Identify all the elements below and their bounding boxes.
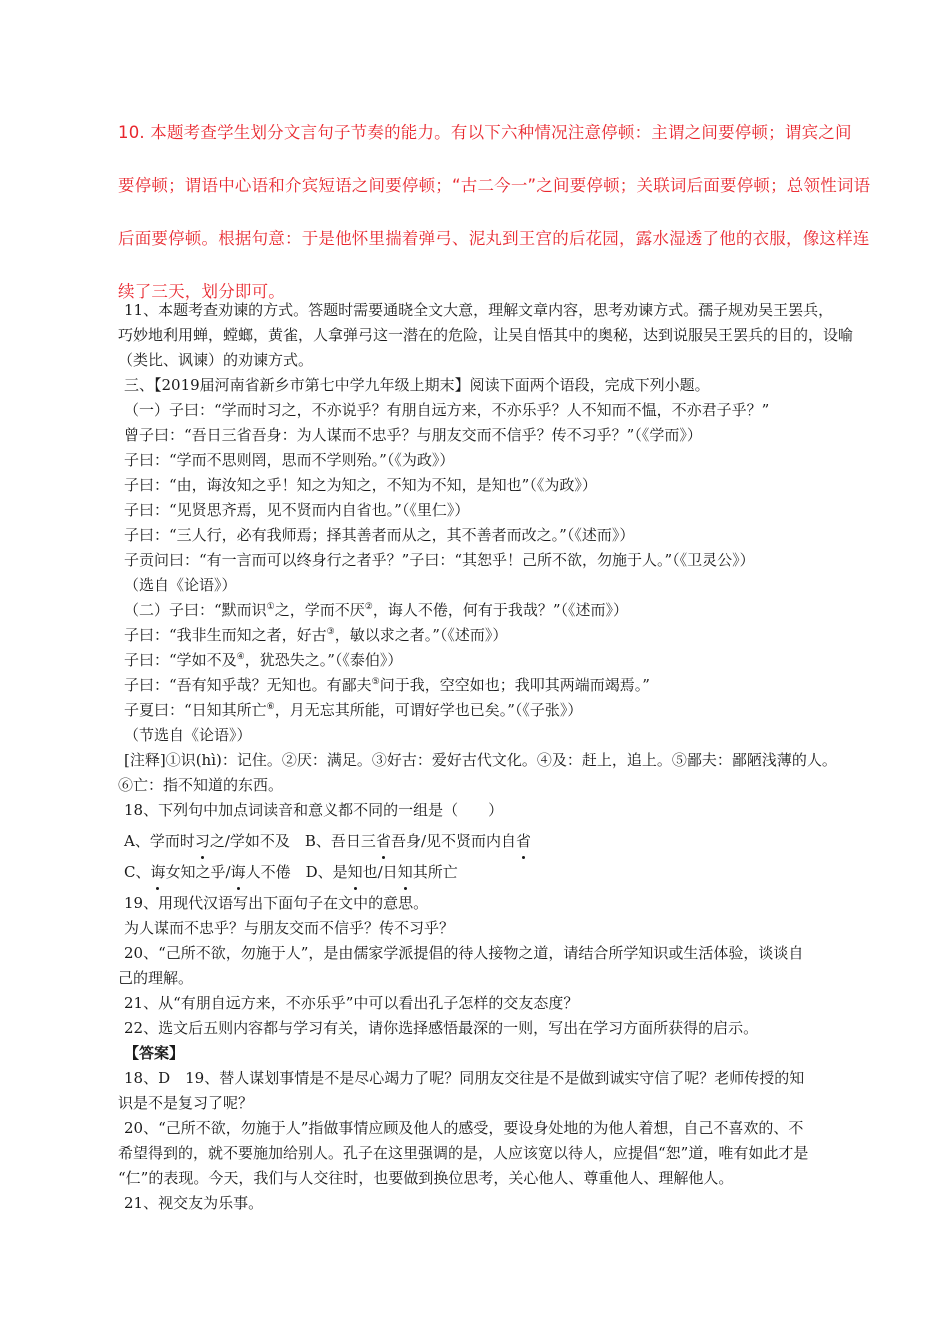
q10-explanation [118,118,878,307]
passage-1-line-3: 子曰：“学而不思则罔，思而不学则殆。”（《为政》） [124,451,455,469]
q11-line-3: （类比、讽谏）的劝谏方式。 [118,351,314,369]
dotted-word: 诲 [150,860,165,885]
question-18-options-ab [118,829,870,854]
text-segment: 之，学而不厌 [274,601,365,619]
text-segment: ，敏以求之者。”（《述而》） [334,626,508,644]
footnote-mark-3: ③ [326,627,335,637]
question-18-options-cd [118,860,870,885]
answer-18-19-line-2: 识是不是复习了呢？ [118,1094,254,1112]
answer-20-line-1: 20、“己所不欲，勿施于人”指做事情应顾及他人的感受，要设身处地的为他人着想，自己不喜欢的、不 [124,1119,804,1137]
passage-2-source: （节选自《论语》） [124,726,252,744]
footnote-mark-4: ④ [236,652,245,662]
text-segment: （二）子曰：“默而识 [124,601,267,619]
text-segment: 人不倦 D、是 [245,863,348,881]
text-segment: 子曰：“我非生而知之者，好古 [124,626,327,644]
question-20-line-1: 20、“己所不欲，勿施于人”，是由儒家学派提倡的待人接物之道，请结合所学知识或生活体验，谈谈自 [124,944,804,962]
q10-line-4: 续了三天，划分即可。 [118,282,285,301]
footnote-mark-5: ⑤ [371,677,380,687]
passage-1-line-1: （一）子曰：“学而时习之，不亦说乎？有朋自远方来，不亦乐乎？人不知而不愠，不亦君子乎？” [124,401,770,419]
dotted-word: 习 [195,829,210,854]
document-body [118,298,870,1216]
passage-2-line-2 [118,623,870,648]
text-segment: 也/日 [362,863,398,881]
question-19: 19、用现代汉语写出下面句子在文中的意思。 [124,894,429,912]
text-segment: 其所亡 [412,863,458,881]
text-segment: 子曰：“学如不及 [124,651,237,669]
question-22: 22、选文后五则内容都与学习有关，请你选择感悟最深的一则，写出在学习方面所获得的启示。 [124,1019,759,1037]
text-segment: ，诲人不倦，何有于我哉？”（《述而》） [372,601,629,619]
answer-18-19-line-1: 18、D 19、替人谋划事情是不是尽心竭力了呢？同朋友交往是不是做到诚实守信了呢？老师传授的知 [124,1069,805,1087]
question-18: 18、下列句中加点词读音和意义都不同的一组是（ ） [124,801,504,819]
q10-line-3: 后面要停顿。根据句意：于是他怀里揣着弹弓、泥丸到王宫的后花园，露水湿透了他的衣服，像这样连 [118,229,870,248]
passage-2-line-1 [118,598,870,623]
passage-1-line-4: 子曰：“由，诲汝知之乎！知之为知之，不知为不知，是知也”（《为政》） [124,476,597,494]
text-segment: 子曰：“吾有知乎哉？无知也。有鄙夫 [124,676,372,694]
passage-2-line-4 [118,673,870,698]
answer-21: 21、视交友为乐事。 [124,1194,264,1212]
annotation-line-1: [注释]①识(hì)：记住。②厌：满足。③好古：爱好古代文化。④及：赶上，追上。⑤鄙夫：鄙陋浅薄的人。 [124,751,837,769]
text-segment: ，月无忘其所能，可谓好学也已矣。”（《子张》） [274,701,583,719]
footnote-mark-1: ① [266,602,275,612]
section-3-intro: 三、【2019届河南省新乡市第七中学九年级上期末】阅读下面两个语段，完成下列小题。 [124,376,710,394]
text-segment: 女知之乎/ [165,863,231,881]
q11-line-2: 巧妙地利用蝉，螳螂，黄雀，人拿弹弓这一潜在的危险，让吴自悟其中的奥秘，达到说服吴王罢兵的目的，设喻 [118,326,854,344]
dotted-word: 诲 [231,860,246,885]
question-19-sentence: 为人谋而不忠乎？与朋友交而不信乎？传不习乎？ [124,919,455,937]
dotted-word: 知 [348,860,363,885]
passage-1-line-7: 子贡问曰：“有一言而可以终身行之者乎？”子曰：“其恕乎！己所不欲，勿施于人。”（《卫灵公》） [124,551,755,569]
passage-1-line-2: 曾子曰：“吾日三省吾身：为人谋而不忠乎？与朋友交而不信乎？传不习乎？”（《学而》） [124,426,702,444]
footnote-mark-6: ⑥ [266,702,275,712]
question-20-line-2: 己的理解。 [118,969,194,987]
text-segment: 之/学如不及 B、吾日三 [209,832,376,850]
text-segment: A、学而时 [124,832,195,850]
text-segment: ，犹恐失之。”（《泰伯》） [244,651,403,669]
annotation-line-2: ⑥亡：指不知道的东西。 [118,776,284,794]
dotted-word: 省 [516,829,531,854]
question-21: 21、从“有朋自远方来，不亦乐乎”中可以看出孔子怎样的交友态度？ [124,994,579,1012]
answer-heading: 【答案】 [124,1044,185,1062]
text-segment: 吾身/见不贤而内自 [390,832,517,850]
q11-line-1: 11、本题考查劝谏的方式。答题时需要通晓全文大意，理解文章内容，思考劝谏方式。孺子规劝吴王罢兵， [124,301,834,319]
q10-line-1: 10. 本题考查学生划分文言句子节奏的能力。有以下六种情况注意停顿：主谓之间要停顿；谓宾之间 [118,123,852,142]
footnote-mark-2: ② [364,602,373,612]
q10-line-2: 要停顿；谓语中心语和介宾短语之间要停顿；“古二今一”之间要停顿；关联词后面要停顿；总领性词语 [118,176,871,195]
passage-2-line-3 [118,648,870,673]
passage-1-line-6: 子曰：“三人行，必有我师焉；择其善者而从之，其不善者而改之。”（《述而》） [124,526,635,544]
dotted-word: 省 [376,829,391,854]
answer-20-line-2: 希望得到的，就不要施加给别人。孔子在这里强调的是，人应该宽以待人，应提倡“恕”道，唯有如此才是 [118,1144,809,1162]
passage-2-line-5 [118,698,870,723]
dotted-word: 知 [398,860,413,885]
answer-20-line-3: “仁”的表现。今天，我们与人交往时，也要做到换位思考，关心他人、尊重他人、理解他人。 [118,1169,734,1187]
passage-1-line-5: 子曰：“见贤思齐焉，见不贤而内自省也。”（《里仁》） [124,501,470,519]
text-segment: 子夏曰：“日知其所亡 [124,701,267,719]
text-segment: 问于我，空空如也；我叩其两端而竭焉。” [379,676,650,694]
passage-1-source: （选自《论语》） [124,576,237,594]
text-segment: C、 [124,863,151,881]
